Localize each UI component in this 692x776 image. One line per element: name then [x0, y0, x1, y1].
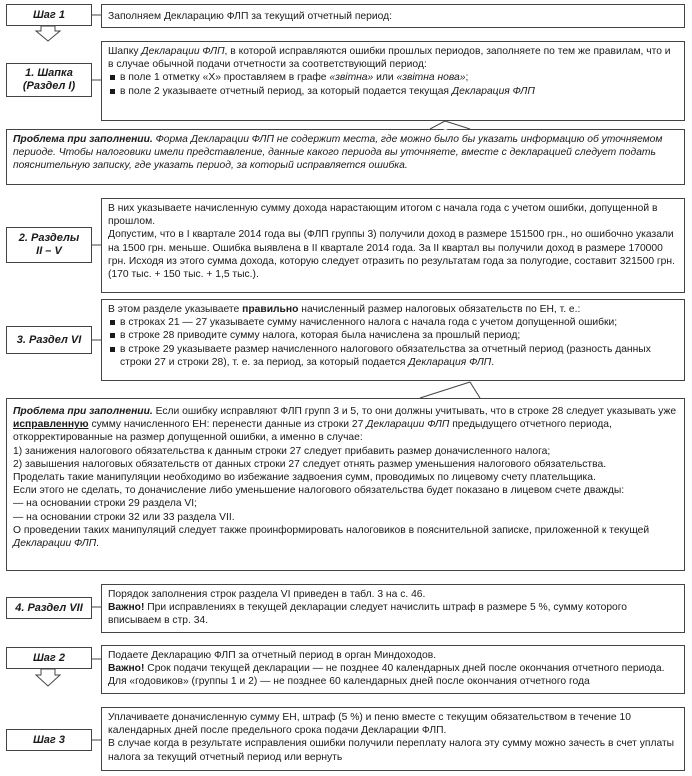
problem1-callout: Проблема при заполнении. Форма Декларации ФЛП не содержит места, где можно было бы указать информацию об уточняемом периоде. Чтобы налоговики имели представление, данные какого периода вы уточняете, вместе с декларацией следует подать пояснительную записку, где указать период, за который исправляется ошибка. [6, 129, 685, 185]
section7-label: 4. Раздел VII [6, 597, 92, 619]
step1-label: Шаг 1 [6, 4, 92, 26]
list-item: в строке 28 приводите сумму налога, которая была начислена за прошлый период; [108, 329, 678, 342]
section7-text: Порядок заполнения строк раздела VI приведен в табл. 3 на с. 46. Важно! При исправлениях в текущей декларации следует начислить штраф в размере 5 %, сумму которого вписываем в стр. 34. [101, 584, 685, 633]
step2-text: Подаете Декларацию ФЛП за отчетный период в орган Миндоходов. Важно! Срок подачи текущей декларации — не позднее 40 календарных дней после окончания отчетного периода. Для «годовиков» (группы 1 и 2) — не позднее 60 календарных дней после окончания отчетного года [101, 645, 685, 694]
section6-text: В этом разделе указываете правильно начисленный размер налоговых обязательств по ЕН, т. е.: в строках 21 — 27 указываете сумму начисленного налога с начала года с учетом допущенной ошибки; в строке 28 приводите сумму налога, которая была начислена за прошлый период; в строке 29 указываете размер начисленного налогового обязательства за отчетный период (разность данных строки 27 и строки 28), т. е. за период, за который подается Декларация ФЛП. [101, 299, 685, 381]
step3-text: Уплачиваете доначисленную сумму ЕН, штраф (5 %) и пеню вместе с текущим обязательством в течение 10 календарных дней после предельного срока подачи Декларации ФЛП. В случае когда в результате исправления ошибки получили переплату налога эту сумму можно зачесть в счет уплаты налога за текущий отчетный период или вернуть [101, 707, 685, 771]
list-item: в строке 29 указываете размер начисленного налогового обязательства за отчетный период (разность данных строки 27 и строки 28), т. е. за период, за который подается Декларация ФЛП. [108, 343, 678, 369]
sections2-5-label: 2. Разделы II – V [6, 227, 92, 263]
list-item: в строках 21 — 27 указываете сумму начисленного налога с начала года с учетом допущенной ошибки; [108, 316, 678, 329]
list-item: в поле 1 отметку «Х» проставляем в графе «звітна» или «звітна нова»; [108, 71, 678, 84]
header-section-text: Шапку Декларации ФЛП, в которой исправляются ошибки прошлых периодов, заполняете по тем же правилам, что и в случае обычной подачи отчетности за соответствующий период: в поле 1 отметку «Х» проставляем в графе «звітна» или «звітна нова»; в поле 2 указываете отчетный период, за который подается текущая Декларация ФЛП [101, 41, 685, 121]
header-section-label: 1. Шапка (Раздел I) [6, 63, 92, 97]
step1-text: Заполняем Декларацию ФЛП за текущий отчетный период: [101, 4, 685, 28]
step2-label: Шаг 2 [6, 647, 92, 669]
problem2-callout: Проблема при заполнении. Если ошибку исправляют ФЛП групп 3 и 5, то они должны учитывать, что в строке 28 следует указывать уже исправленную сумму начисленного ЕН: перенести данные из строки 27 Декларации ФЛП предыдущего отчетного периода, откорректированные на размер допущенной ошибки, а именно в случае: 1) занижения налогового обязательства к данным строки 27 следует прибавить размер доначисленного налога; 2) завышения налоговых обязательств от данных строки 27 следует отнять размер уменьшения налогового обязательства. Проделать такие манипуляции необходимо во избежание задвоения сумм, проводимых по лицевому счету плательщика. Если этого не сделать, то доначисление либо уменьшение налогового обязательства будет показано в лицевом счете дважды: — на основании строки 29 раздела VI; — на основании строки 32 или 33 раздела VII. О проведении таких манипуляций следует также проинформировать налоговиков в пояснительной записке, приложенной к текущей Декларации ФЛП. [6, 398, 685, 571]
section6-label: 3. Раздел VI [6, 326, 92, 354]
step3-label: Шаг 3 [6, 729, 92, 751]
list-item: в поле 2 указываете отчетный период, за который подается текущая Декларация ФЛП [108, 85, 678, 98]
sections2-5-text: В них указываете начисленную сумму дохода нарастающим итогом с начала года с учетом ошибки, допущенной в прошлом. Допустим, что в I квартале 2014 года вы (ФЛП группы 3) получили доход в размере 151500 грн., но ошибочно указали на 1500 грн. меньше. Ошибка выявлена в II квартале 2014 года. За II квартал вы получили доход в размере 170000 грн. Исходя из этого сумма дохода, которую следует отразить по результатам года за полугодие, составит 321500 грн. (170 тыс. + 150 тыс. + 1,5 тыс.). [101, 198, 685, 293]
